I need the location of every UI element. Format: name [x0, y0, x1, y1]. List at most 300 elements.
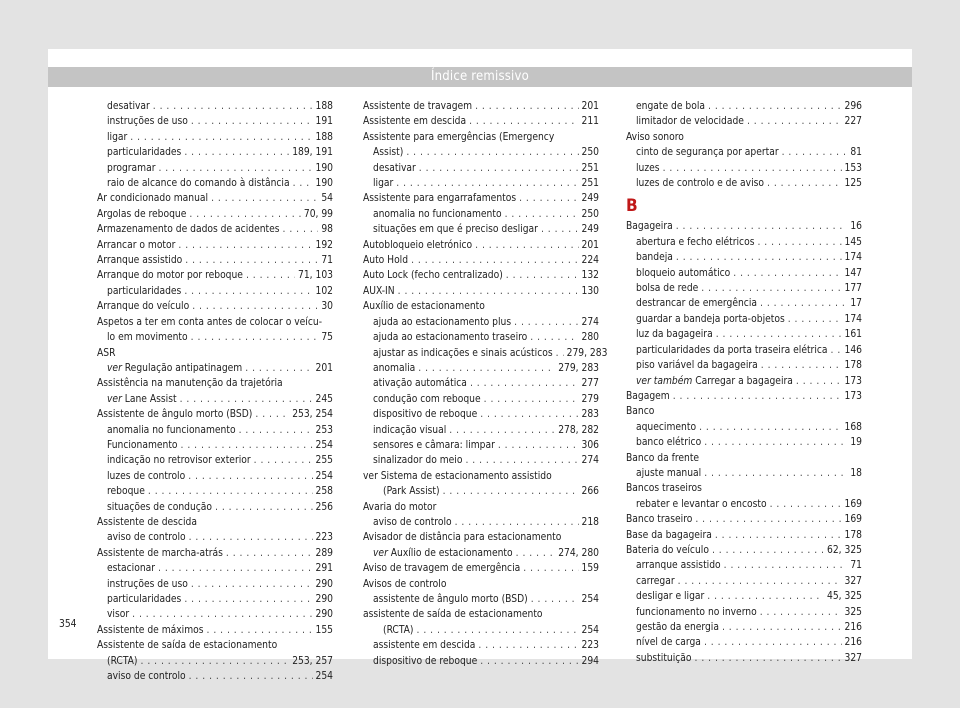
index-entry-label	[383, 484, 440, 499]
index-entry	[363, 376, 599, 391]
entry-text: luzes de controlo e de aviso	[636, 178, 765, 190]
index-entry-label	[97, 317, 322, 328]
index-entry-label	[97, 299, 189, 314]
entry-text: desligar e ligar	[636, 591, 705, 603]
index-entry-label	[626, 453, 699, 464]
index-entry-label	[363, 284, 395, 299]
index-entry-label	[373, 145, 403, 160]
dot-leader	[757, 235, 841, 250]
index-entry-label	[107, 392, 177, 407]
page-reference: 277	[581, 378, 599, 390]
entry-text: raio de alcance do comando à distância	[107, 178, 290, 190]
dot-leader	[215, 500, 312, 515]
dot-leader	[541, 222, 579, 237]
page-reference: 249	[581, 224, 599, 236]
dot-leader	[699, 420, 841, 435]
index-entry	[97, 207, 333, 222]
entry-text: Assistente para emergências (Emergency	[363, 131, 555, 143]
page-reference: 289	[315, 547, 333, 559]
page-reference: 81	[850, 147, 862, 159]
index-entry-label	[626, 132, 684, 143]
dot-leader	[449, 423, 555, 438]
dot-leader	[398, 284, 579, 299]
index-entry	[626, 605, 862, 620]
entry-text: (Park Assist)	[383, 486, 440, 498]
index-entry-label	[373, 515, 452, 530]
index-entry-label	[97, 407, 252, 422]
page-reference: 296	[844, 101, 862, 112]
index-entry-label	[97, 640, 277, 651]
index-entry	[626, 281, 862, 296]
dot-leader	[531, 592, 579, 607]
dot-leader	[148, 484, 313, 499]
page-reference: 173	[844, 375, 862, 387]
dot-leader	[475, 99, 578, 114]
index-entry	[97, 99, 333, 114]
entry-text: engate de bola	[636, 101, 705, 112]
index-heading	[363, 500, 599, 515]
entry-text: Armazenamento de dados de acidentes	[97, 224, 280, 236]
dot-leader	[293, 176, 313, 191]
index-entry-label	[636, 435, 701, 450]
dot-leader	[722, 620, 842, 635]
page-reference: 290	[315, 609, 333, 621]
index-entry	[97, 484, 333, 499]
index-entry	[363, 592, 599, 607]
index-entry-label	[107, 654, 138, 669]
index-entry-label	[373, 176, 393, 191]
dot-leader	[191, 114, 313, 129]
entry-text: particularidades	[107, 285, 182, 297]
dot-leader	[184, 145, 289, 160]
page-reference: 254	[315, 671, 333, 683]
page-reference: 274	[581, 316, 599, 328]
dot-leader	[255, 407, 289, 422]
index-entry-label	[107, 423, 236, 438]
page-reference: 17	[850, 298, 862, 310]
dot-leader	[465, 453, 578, 468]
index-entry-label	[636, 327, 713, 342]
dot-leader	[788, 312, 842, 327]
page-reference: 146	[844, 344, 862, 356]
entry-text: Auto Hold	[363, 255, 409, 267]
index-entry	[626, 589, 862, 604]
index-entry-label	[97, 268, 243, 283]
dot-leader	[226, 546, 313, 561]
page-reference: 190	[315, 162, 333, 174]
dot-leader	[211, 191, 318, 206]
page-reference: 188	[315, 131, 333, 143]
index-entry-label	[373, 546, 513, 561]
entry-text: banco elétrico	[636, 437, 702, 449]
index-entry-label	[636, 312, 785, 327]
dot-leader	[469, 114, 578, 129]
index-entry-label	[373, 423, 446, 438]
dot-leader	[704, 635, 842, 650]
entry-text: Assistente em descida	[363, 116, 467, 128]
index-entry-label	[107, 592, 181, 607]
index-entry-label	[636, 145, 779, 160]
entry-text: Auto Lock (fecho centralizado)	[363, 270, 503, 282]
page-reference: 249	[581, 193, 599, 205]
index-entry-label	[107, 130, 127, 145]
page-reference: 290	[315, 594, 333, 605]
page-reference: 192	[315, 239, 333, 251]
index-entry	[97, 453, 333, 468]
index-entry-label	[373, 407, 477, 422]
index-entry-label	[107, 438, 178, 453]
index-entry	[626, 176, 862, 191]
dot-leader	[498, 438, 579, 453]
index-entry	[626, 99, 862, 114]
dot-leader	[191, 330, 319, 345]
index-entry-label	[636, 466, 701, 481]
dot-leader	[678, 574, 842, 589]
index-entry	[97, 469, 333, 484]
dot-leader	[761, 358, 842, 373]
dot-leader	[676, 219, 848, 234]
page-reference: 19	[850, 437, 862, 449]
entry-text: luz da bagageira	[636, 329, 713, 341]
entry-text: substituição	[636, 652, 692, 664]
index-entry-label	[107, 484, 145, 499]
page-reference: 245	[315, 393, 333, 405]
page-reference: 188	[315, 101, 333, 112]
index-entry-label	[373, 315, 511, 330]
page-reference: 274	[581, 455, 599, 467]
index-entry-label	[626, 219, 673, 234]
index-entry-label	[636, 343, 828, 358]
entry-text: Auxílio de estacionamento	[390, 547, 513, 559]
page-reference: 177	[844, 283, 862, 295]
entry-text: Bagagem	[626, 390, 670, 402]
page-reference: 173	[844, 390, 862, 402]
index-entry	[97, 623, 333, 638]
index-entry-label	[107, 500, 212, 515]
entry-text: ajuda ao estacionamento traseiro	[373, 332, 528, 344]
index-entry	[363, 623, 599, 638]
index-entry-label	[97, 517, 197, 528]
index-entry	[97, 238, 333, 253]
dot-leader	[663, 161, 842, 176]
index-entry	[363, 222, 599, 237]
page-reference: 250	[581, 147, 599, 159]
page-reference: 224	[581, 255, 599, 267]
entry-text: funcionamento no inverno	[636, 606, 757, 618]
page-reference: 201	[581, 239, 599, 251]
page-reference: 98	[321, 224, 333, 236]
page-reference: 155	[315, 624, 333, 636]
index-entry-label	[363, 609, 543, 620]
dot-leader	[506, 268, 579, 283]
dot-leader	[519, 191, 578, 206]
index-entry	[626, 389, 862, 404]
index-entry	[626, 312, 862, 327]
index-entry-label	[107, 453, 251, 468]
entry-text: aviso de controlo	[107, 671, 186, 683]
index-entry-label	[373, 222, 538, 237]
index-entry-label	[373, 592, 528, 607]
dot-leader	[733, 266, 841, 281]
index-entry	[97, 176, 333, 191]
entry-text: Assistente de travagem	[363, 101, 473, 112]
index-entry	[363, 346, 608, 361]
index-entry-label	[636, 420, 696, 435]
page-reference: 255	[315, 455, 333, 467]
entry-text: ver Sistema de estacionamento assistido	[363, 470, 552, 482]
index-entry-label	[636, 589, 704, 604]
entry-text: Auxílio de estacionamento	[363, 301, 485, 313]
page-reference: 159	[581, 563, 599, 575]
index-entry	[97, 299, 333, 314]
entry-text: Assistente de descida	[97, 516, 197, 528]
index-entry	[97, 654, 333, 669]
entry-text: Regulação antipatinagem	[124, 362, 243, 374]
index-entry-label	[97, 546, 223, 561]
index-entry	[97, 130, 333, 145]
index-entry-label	[107, 561, 155, 576]
index-heading	[363, 299, 599, 314]
index-entry-label	[97, 348, 115, 359]
entry-text: Aviso de travagem de emergência	[363, 563, 521, 575]
index-entry	[363, 161, 599, 176]
dot-leader	[418, 361, 555, 376]
entry-text: Banco traseiro	[626, 514, 693, 526]
index-entry-label	[636, 620, 719, 635]
page-reference: 306	[581, 439, 599, 451]
dot-leader	[188, 469, 312, 484]
entry-text: bolsa de rede	[636, 283, 699, 295]
page-reference: 290	[315, 578, 333, 590]
dot-leader	[480, 407, 578, 422]
index-heading	[363, 607, 599, 622]
index-entry-label	[636, 281, 698, 296]
index-heading	[626, 404, 862, 419]
dot-leader	[246, 268, 295, 283]
entry-text: (RCTA)	[383, 624, 414, 636]
dot-leader	[239, 423, 313, 438]
entry-text: Autobloqueio eletrónico	[363, 239, 473, 251]
page-reference: 153	[844, 162, 862, 174]
index-entry	[363, 207, 599, 222]
dot-leader	[192, 299, 318, 314]
page-reference: 251	[581, 178, 599, 190]
index-entry-label	[363, 268, 503, 283]
index-entry-label	[636, 296, 757, 311]
entry-text: Base da bagageira	[626, 529, 712, 541]
index-entry-label	[636, 176, 764, 191]
dot-leader	[484, 392, 579, 407]
page-reference: 75	[321, 332, 333, 344]
index-heading	[626, 481, 862, 496]
index-entry	[97, 561, 333, 576]
index-entry-label	[107, 176, 290, 191]
index-entry	[97, 145, 333, 160]
entry-text: particularidades da porta traseira elétrica	[636, 344, 828, 356]
dot-leader	[178, 238, 312, 253]
page-reference: 216	[844, 622, 862, 633]
entry-text: assistente de ângulo morto (BSD)	[373, 594, 528, 605]
page-reference: 18	[850, 467, 862, 479]
dot-leader	[712, 543, 824, 558]
index-entry-label	[636, 374, 793, 389]
page-reference: 250	[581, 208, 599, 220]
index-entry	[363, 145, 599, 160]
index-entry	[626, 161, 862, 176]
entry-text: particularidades	[107, 594, 182, 605]
entry-text: Funcionamento	[107, 439, 178, 451]
index-entry-label	[97, 238, 175, 253]
index-entry-label	[373, 346, 553, 361]
dot-leader	[130, 130, 312, 145]
index-entry-label	[373, 376, 467, 391]
entry-text: estacionar	[107, 563, 156, 575]
dot-leader	[254, 453, 313, 468]
index-entry	[626, 219, 862, 234]
index-entry-label	[636, 605, 757, 620]
entry-text: Avaria do motor	[363, 501, 437, 513]
index-entry-label	[383, 623, 414, 638]
dot-leader	[831, 343, 842, 358]
index-heading	[626, 130, 862, 145]
page-reference: 169	[844, 498, 862, 510]
dot-leader	[676, 250, 842, 265]
entry-text: Bateria do veículo	[626, 544, 709, 556]
page-reference: 279, 283	[566, 347, 608, 359]
index-entry	[626, 145, 862, 160]
dot-leader	[478, 638, 578, 653]
dot-leader	[443, 484, 579, 499]
index-entry-label	[107, 330, 188, 345]
entry-text: Avisador de distância para estacionamento	[363, 532, 562, 544]
index-entry	[626, 435, 862, 450]
index-entry	[363, 99, 599, 114]
index-entry-label	[97, 207, 186, 222]
index-entry	[626, 651, 862, 666]
dot-leader	[396, 176, 578, 191]
page-reference: 256	[315, 501, 333, 513]
entry-text: situações de condução	[107, 501, 213, 513]
page-reference: 251	[581, 162, 599, 174]
entry-text: Ar condicionado manual	[97, 193, 209, 205]
entry-text: guardar a bandeja porta-objetos	[636, 313, 785, 325]
entry-text: Avisos de controlo	[363, 578, 447, 590]
entry-text: Banco	[626, 406, 655, 418]
index-entry-label	[363, 471, 552, 482]
index-entry-label	[363, 191, 516, 206]
page-reference: 201	[315, 362, 333, 374]
entry-text: piso variável da bagageira	[636, 360, 758, 372]
dot-leader	[514, 315, 578, 330]
dot-leader	[523, 561, 578, 576]
index-entry-label	[363, 579, 446, 590]
index-entry-label	[363, 502, 436, 513]
dot-leader	[189, 207, 300, 222]
entry-text: nível de carga	[636, 637, 701, 649]
index-entry	[363, 654, 599, 669]
entry-text: bloqueio automático	[636, 267, 731, 279]
index-entry	[626, 114, 862, 129]
page-reference: 201	[581, 101, 599, 112]
index-entry-label	[97, 623, 204, 638]
index-entry-label	[107, 469, 185, 484]
index-entry-label	[363, 532, 561, 543]
index-entry	[363, 361, 599, 376]
page-reference: 132	[581, 270, 599, 282]
index-entry	[363, 238, 599, 253]
index-entry-label	[636, 250, 673, 265]
page-reference: 294	[581, 655, 599, 667]
dot-leader	[530, 330, 578, 345]
entry-text: sensores e câmara: limpar	[373, 439, 495, 451]
dot-leader	[516, 546, 556, 561]
see-reference: ver	[107, 393, 122, 405]
index-entry	[363, 392, 599, 407]
page-reference: 191	[315, 116, 333, 128]
index-entry	[626, 635, 862, 650]
page-reference: 291	[315, 563, 333, 575]
index-entry	[97, 268, 333, 283]
index-entry	[97, 669, 333, 684]
page-reference: 253, 254	[292, 409, 333, 421]
page-reference: 189, 191	[292, 147, 333, 159]
index-heading	[97, 376, 333, 391]
index-entry	[626, 343, 862, 358]
index-entry-label	[373, 654, 477, 669]
index-entry	[363, 330, 599, 345]
entry-text: limitador de velocidade	[636, 116, 744, 128]
see-reference: ver	[107, 362, 122, 374]
dot-leader	[505, 207, 579, 222]
index-entry-label	[107, 361, 242, 376]
index-entry-label	[363, 561, 520, 576]
dot-leader	[411, 253, 578, 268]
index-entry	[97, 361, 333, 376]
index-entry	[363, 453, 599, 468]
index-entry-label	[373, 392, 481, 407]
index-entry-label	[373, 438, 495, 453]
dot-leader	[796, 374, 842, 389]
index-entry	[626, 558, 862, 573]
index-entry-label	[373, 207, 502, 222]
index-entry-label	[107, 145, 181, 160]
index-entry	[626, 235, 862, 250]
entry-text: anomalia	[373, 362, 416, 374]
page-reference: 227	[844, 116, 862, 128]
entry-text: Aspetos a ter em conta antes de colocar o veícu-	[97, 316, 323, 328]
page-reference: 253	[315, 424, 333, 436]
page-reference: 254	[581, 624, 599, 636]
index-entry	[626, 250, 862, 265]
entry-text: cinto de segurança por apertar	[636, 147, 779, 159]
entry-text: abertura e fecho elétricos	[636, 236, 755, 248]
entry-text: reboque	[107, 486, 145, 498]
index-heading	[363, 469, 599, 484]
dot-leader	[770, 497, 842, 512]
index-heading	[97, 315, 333, 330]
entry-text: ligar	[373, 178, 394, 190]
dot-leader	[673, 389, 842, 404]
entry-text: situações em que é preciso desligar	[373, 224, 538, 236]
index-entry-label	[636, 161, 660, 176]
entry-text: Bancos traseiros	[626, 483, 702, 495]
dot-leader	[760, 605, 842, 620]
index-entry-label	[373, 638, 475, 653]
entry-text: aquecimento	[636, 421, 697, 433]
page-reference: 161	[844, 329, 862, 341]
dot-leader	[283, 222, 319, 237]
index-heading	[97, 515, 333, 530]
